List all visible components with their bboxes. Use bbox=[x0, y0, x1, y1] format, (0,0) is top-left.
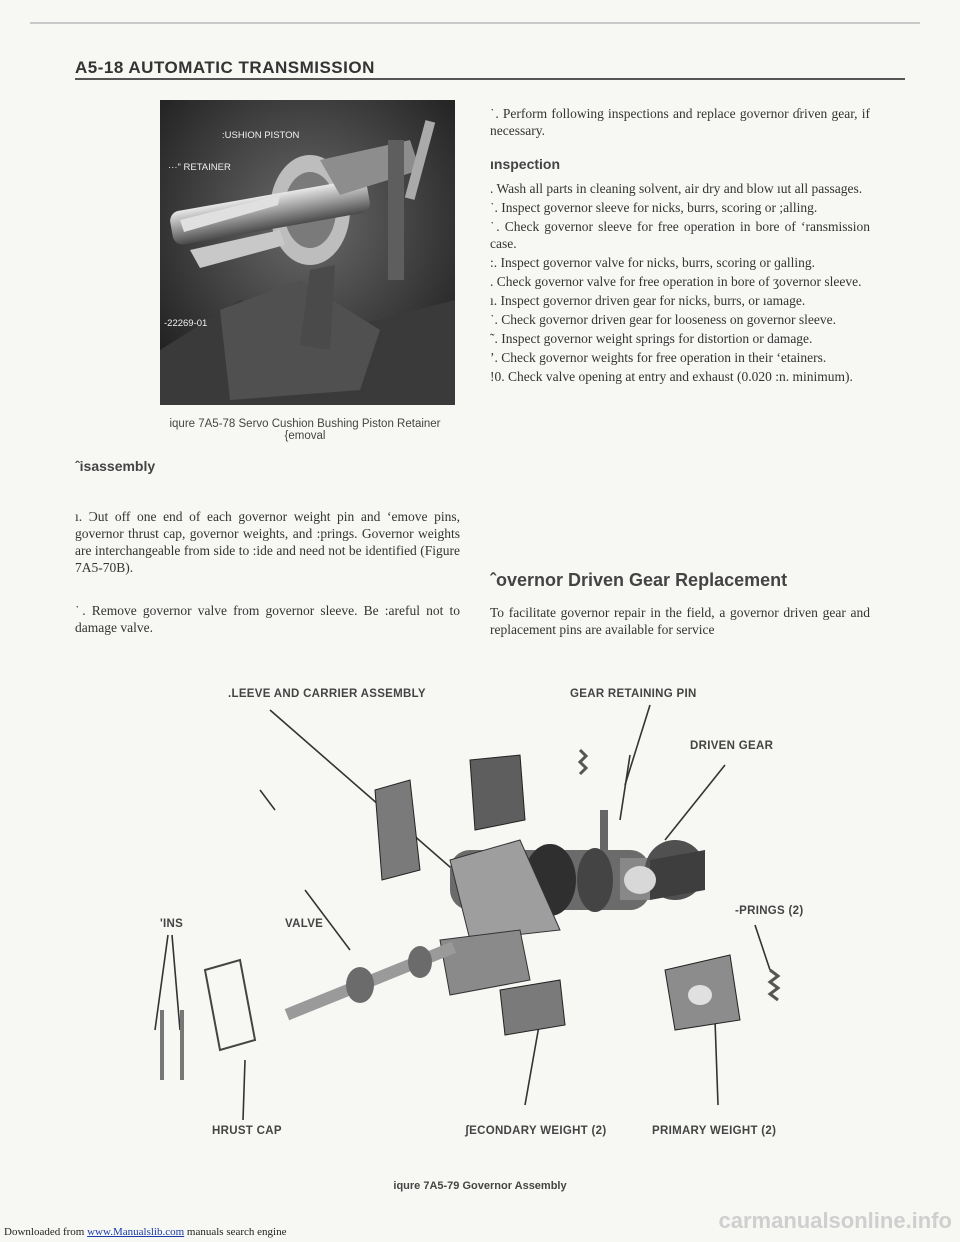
figure1-caption-line1: iqure 7A5-78 Servo Cushion Bushing Piston Retainer bbox=[169, 418, 441, 430]
footer-prefix: Downloaded from bbox=[4, 1226, 88, 1238]
disassembly-heading: ˆisassembly bbox=[75, 458, 156, 474]
label-gear-retaining-pin: GEAR RETAINING PIN bbox=[570, 688, 697, 700]
label-primary-weight: PRIMARY WEIGHT (2) bbox=[652, 1125, 777, 1137]
label-retainer: ···" RETAINER bbox=[168, 162, 231, 173]
download-footer bbox=[4, 1226, 286, 1238]
label-cushion-piston: :USHION PISTON bbox=[222, 130, 300, 141]
header-rule bbox=[75, 78, 905, 80]
manualslib-link[interactable]: www.Manualslib.com bbox=[87, 1226, 185, 1238]
disassembly-step-1: ı. Ɔut off one end of each governor weight pin and ‘emove pins, governor thrust cap, governor weights, and :prings. Governor weights are interchangeable from side to :ide and need not be identified (Figure 7A5-70B). bbox=[75, 509, 460, 575]
footer-suffix: manuals search engine bbox=[184, 1226, 287, 1238]
figure-servo-photo bbox=[160, 100, 455, 405]
inspection-item: . Check governor valve for free operation in bore of ʒovernor sleeve. bbox=[490, 274, 862, 289]
figure1-caption bbox=[120, 418, 490, 442]
watermark: carmanualsonline.info bbox=[718, 1208, 952, 1233]
replacement-heading: ˆovernor Driven Gear Replacement bbox=[490, 570, 788, 590]
replacement-text: To facilitate governor repair in the field, a governor driven gear and replacement pins are available for service bbox=[490, 605, 870, 637]
label-tool-number: -22269-01 bbox=[164, 318, 208, 329]
label-sleeve-carrier: .LEEVE AND CARRIER ASSEMBLY bbox=[228, 688, 426, 700]
label-pins: 'INS bbox=[160, 918, 184, 930]
disassembly-step-2: ˙. Remove governor valve from governor sleeve. Be :areful not to damage valve. bbox=[75, 603, 460, 635]
inspection-item: ˙. Check governor sleeve for free operation in bore of ‘ransmission case. bbox=[490, 219, 870, 251]
inspection-item: ˙. Check governor driven gear for looseness on governor sleeve. bbox=[490, 312, 837, 327]
inspection-item: ˙. Inspect governor sleeve for nicks, burrs, scoring or ;alling. bbox=[490, 200, 818, 215]
page-header: A5-18 AUTOMATIC TRANSMISSION bbox=[75, 58, 375, 77]
governor-exploded-illustration bbox=[120, 680, 860, 1170]
figure2-caption: iqure 7A5-79 Governor Assembly bbox=[393, 1180, 567, 1192]
figure-governor-assembly bbox=[120, 680, 860, 1170]
label-thrust-cap: HRUST CAP bbox=[212, 1125, 282, 1137]
figure1-caption-line2: {emoval bbox=[284, 430, 326, 442]
valve-shape bbox=[285, 942, 456, 1021]
driven-gear-shape bbox=[624, 840, 705, 900]
inspection-item: . Wash all parts in cleaning solvent, air dry and blow ıut all passages. bbox=[490, 181, 863, 196]
label-springs: -PRINGS (2) bbox=[735, 905, 804, 917]
label-driven-gear: DRIVEN GEAR bbox=[690, 740, 774, 752]
inspection-item: ʼ. Check governor weights for free operation in their ‘etainers. bbox=[490, 350, 827, 365]
top-border-line bbox=[30, 22, 920, 24]
inspection-item: !0. Check valve opening at entry and exhaust (0.020 :n. minimum). bbox=[490, 369, 853, 384]
label-secondary-weight: ʃECONDARY WEIGHT (2) bbox=[465, 1125, 607, 1137]
inspection-item: :. Inspect governor valve for nicks, burrs, scoring or ɡalling. bbox=[490, 255, 816, 270]
inspection-item: ˜. Inspect governor weight springs for distortion or damage. bbox=[490, 331, 813, 346]
inspection-list bbox=[490, 180, 870, 387]
label-valve: VALVE bbox=[285, 918, 324, 930]
inspection-heading: ınspection bbox=[490, 156, 561, 172]
servo-tool-illustration bbox=[160, 100, 455, 405]
inspection-item: ı. Inspect governor driven gear for nicks, burrs, or ıamage. bbox=[490, 293, 806, 308]
step-3-text: ˙. Perform following inspections and replace governor ɗriven gear, if necessary. bbox=[490, 106, 870, 138]
